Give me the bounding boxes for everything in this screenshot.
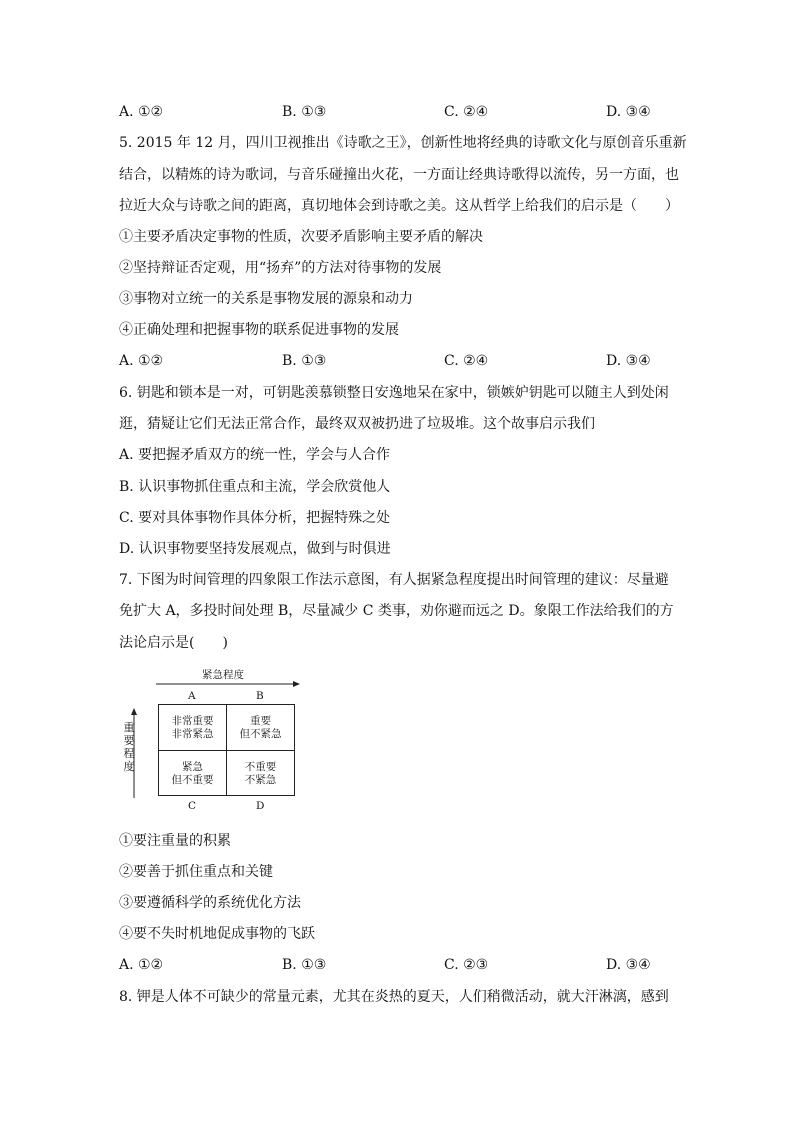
q7-statement-1: ①要注重量的积累 — [119, 833, 231, 849]
q5-statement-1: ①主要矛盾决定事物的性质，次要矛盾影响主要矛盾的解决 — [119, 229, 483, 245]
quadrant-c-line-2: 但不重要 — [171, 773, 214, 786]
y-axis-arrowhead — [131, 708, 137, 715]
x-axis-label: 紧急程度 — [202, 669, 244, 681]
q5-stem-line-3: 拉近大众与诗歌之间的距离，真切地体会到诗歌之美。这从哲学上给我们的启示是（ ） — [119, 198, 679, 214]
q7-options — [119, 956, 679, 974]
quadrant-a — [159, 705, 226, 750]
quadrant-grid — [158, 704, 295, 796]
y-axis-label-char-3: 程 — [123, 747, 135, 760]
y-axis-label-char-2: 要 — [123, 734, 135, 747]
column-label-d: D — [256, 800, 265, 812]
q7-statement-3: ③要遵循科学的系统优化方法 — [119, 895, 301, 911]
q5-statement-4: ④正确处理和把握事物的联系促进事物的发展 — [119, 322, 399, 338]
quadrant-a-line-2: 非常紧急 — [171, 727, 214, 740]
q6-option-c: C. 要对具体事物作具体分析，把握特殊之处 — [119, 510, 391, 526]
y-axis-label-char-1: 重 — [123, 721, 135, 734]
q5-option-c: C. ②④ — [444, 353, 489, 369]
quadrant-c-line-1: 紧急 — [182, 760, 203, 773]
q4-option-a: A. ①② — [119, 104, 164, 120]
q7-stem-line-1: 7. 下图为时间管理的四象限工作法示意图，有人据紧急程度提出时间管理的建议：尽量避 — [119, 572, 669, 588]
q7-option-a: A. ①② — [119, 957, 164, 973]
quadrant-d-line-1: 不重要 — [244, 760, 277, 773]
q6-option-a: A. 要把握矛盾双方的统一性，学会与人合作 — [119, 447, 391, 463]
q4-option-c: C. ②④ — [444, 104, 489, 120]
q5-stem-line-1: 5. 2015 年 12 月，四川卫视推出《诗歌之王》，创新性地将经典的诗歌文化与原创音乐重新 — [119, 135, 687, 151]
q5-stem-line-2: 结合，以精炼的诗为歌词，与音乐碰撞出火花，一方面让经典诗歌得以流传，另一方面，也 — [119, 167, 679, 183]
quadrant-b-line-1: 重要 — [250, 714, 271, 727]
quadrant-a-line-1: 非常重要 — [171, 714, 214, 727]
x-axis-arrowhead — [293, 681, 300, 687]
q7-stem-line-2: 免扩大 A，多投时间处理 B，尽量减少 C 类事，劝你避而远之 D。象限工作法给我们的方 — [119, 603, 674, 619]
quadrant-d — [227, 751, 294, 796]
quadrant-d-line-2: 不紧急 — [244, 773, 277, 786]
q7-stem-line-3: 法论启示是( ) — [119, 635, 228, 651]
quadrant-b-line-2: 但不紧急 — [239, 727, 282, 740]
q6-option-d: D. 认识事物要坚持发展观点，做到与时俱进 — [119, 541, 391, 557]
q7-statement-2: ②要善于抓住重点和关键 — [119, 864, 273, 880]
y-axis-label — [123, 721, 135, 773]
q4-option-b: B. ①③ — [282, 104, 327, 120]
column-label-b: B — [256, 690, 264, 702]
q7-option-d: D. ③④ — [606, 957, 651, 973]
quadrant-diagram — [118, 666, 318, 816]
column-label-c: C — [188, 800, 197, 812]
q5-options — [119, 352, 679, 370]
q5-option-a: A. ①② — [119, 353, 164, 369]
q5-option-d: D. ③④ — [606, 353, 651, 369]
q7-statement-4: ④要不失时机地促成事物的飞跃 — [119, 926, 315, 942]
q8-stem-line-1: 8. 钾是人体不可缺少的常量元素，尤其在炎热的夏天，人们稍微活动，就大汗淋漓，感到 — [119, 989, 669, 1005]
q4-options — [119, 103, 679, 121]
q5-option-b: B. ①③ — [282, 353, 327, 369]
q5-statement-2: ②坚持辩证否定观，用“扬弃”的方法对待事物的发展 — [119, 260, 442, 276]
q6-stem-line-2: 逛，猜疑让它们无法正常合作，最终双双被扔进了垃圾堆。这个故事启示我们 — [119, 416, 595, 432]
column-label-a: A — [188, 690, 196, 702]
quadrant-b — [227, 705, 294, 750]
q5-statement-3: ③事物对立统一的关系是事物发展的源泉和动力 — [119, 291, 413, 307]
quadrant-c — [159, 751, 226, 796]
y-axis-label-char-4: 度 — [123, 760, 135, 773]
q7-option-b: B. ①③ — [282, 957, 327, 973]
q7-option-c: C. ②③ — [444, 957, 489, 973]
q4-option-d: D. ③④ — [606, 104, 651, 120]
q6-stem-line-1: 6. 钥匙和锁本是一对，可钥匙羡慕锁整日安逸地呆在家中，锁嫉妒钥匙可以随主人到处闲 — [119, 385, 669, 401]
q6-option-b: B. 认识事物抓住重点和主流，学会欣赏他人 — [119, 479, 391, 495]
